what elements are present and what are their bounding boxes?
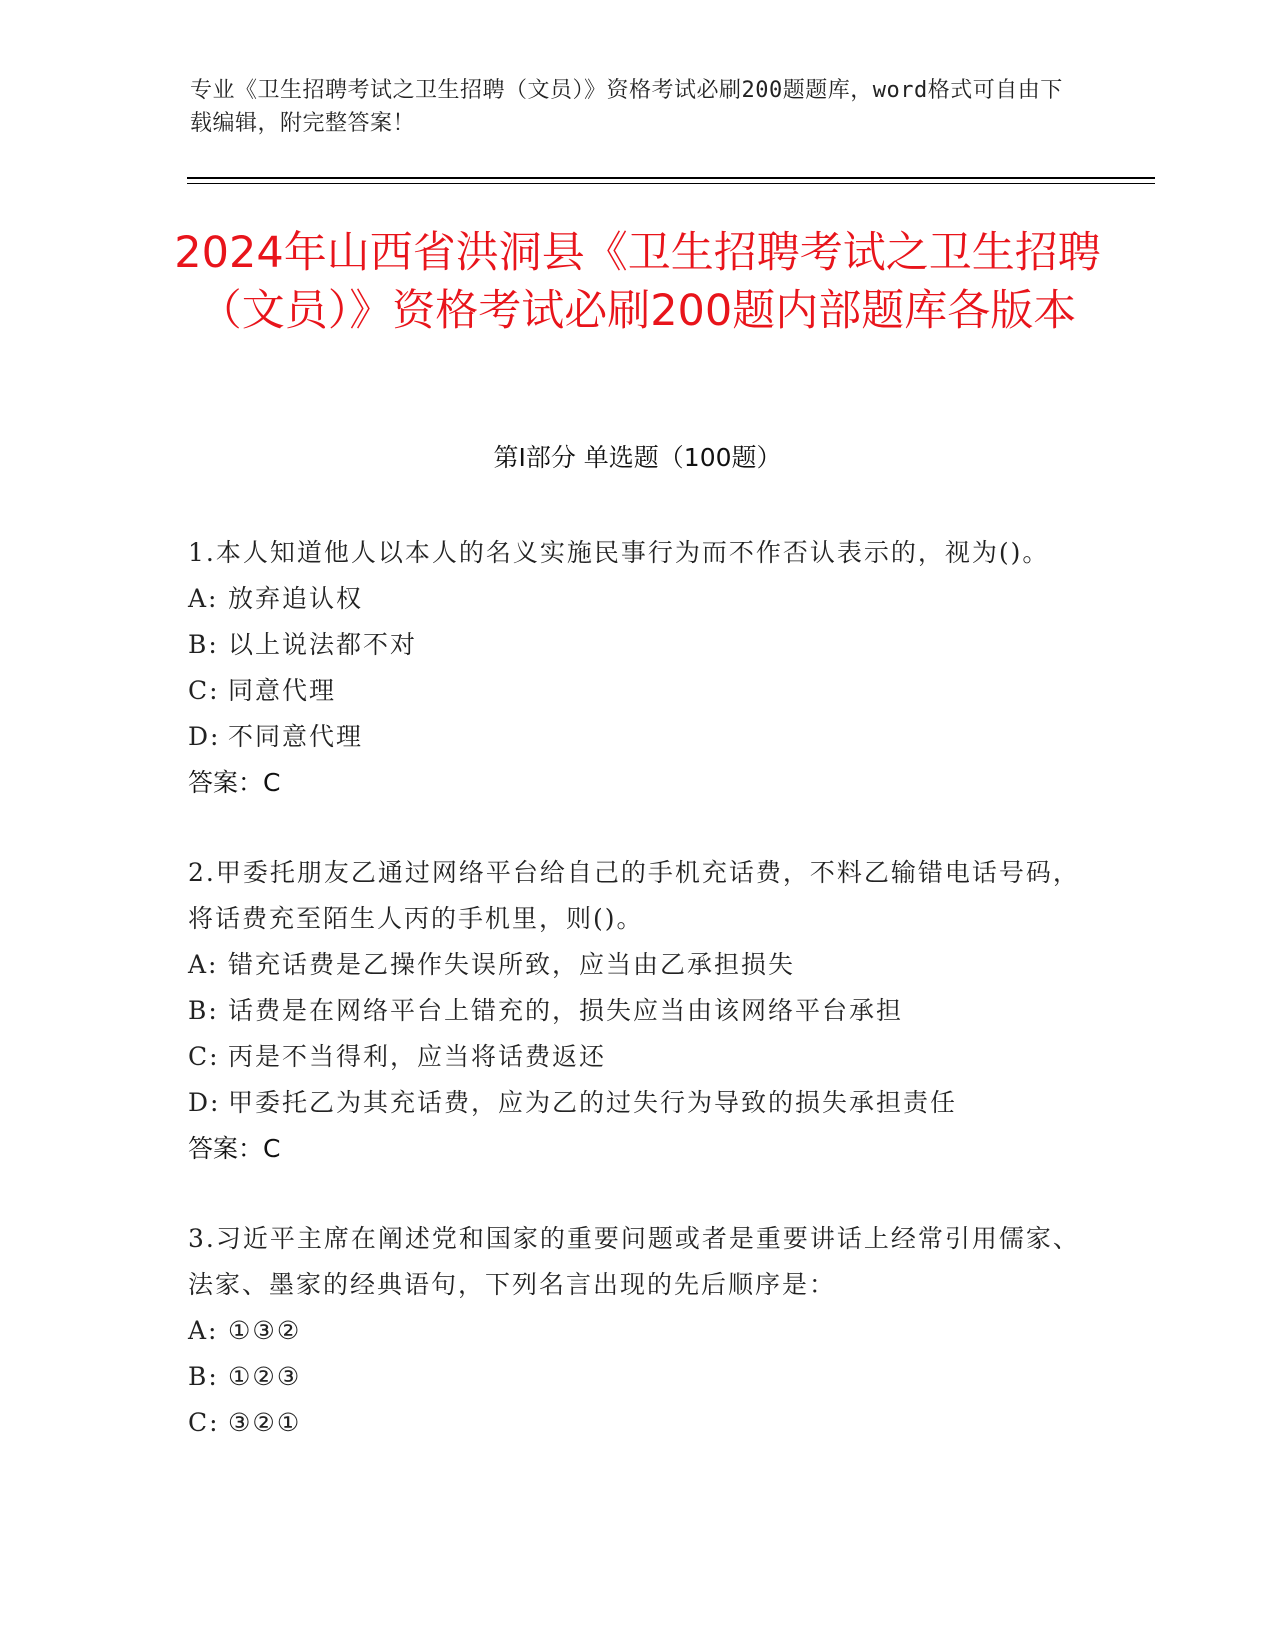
question-1 — [188, 530, 1088, 806]
option-a — [188, 576, 1088, 622]
option-text: ①②③ — [228, 1362, 302, 1391]
option-text: 以上说法都不对 — [228, 630, 418, 659]
option-text: 错充话费是乙操作失误所致，应当由乙承担损失 — [228, 950, 796, 979]
option-c — [188, 1034, 1088, 1080]
header-divider-thick — [187, 177, 1155, 179]
option-d — [188, 714, 1088, 760]
option-text: ③②① — [228, 1408, 302, 1437]
header-note: 专业《卫生招聘考试之卫生招聘（文员）》资格考试必刷200题题库，word格式可自由下载编辑，附完整答案！ — [190, 78, 1063, 136]
option-a — [188, 1308, 1088, 1354]
option-c — [188, 1400, 1088, 1446]
option-key: C: — [188, 1042, 220, 1071]
option-b — [188, 988, 1088, 1034]
option-text: 甲委托乙为其充话费，应为乙的过失行为导致的损失承担责任 — [228, 1088, 958, 1117]
option-key: D: — [188, 722, 221, 751]
option-key: C: — [188, 1408, 220, 1437]
option-a — [188, 942, 1088, 988]
question-list — [188, 530, 1088, 1490]
option-text: 不同意代理 — [228, 722, 364, 751]
answer-line: 答案：C — [188, 768, 281, 797]
option-key: A: — [188, 1316, 219, 1345]
document-title: 2024年山西省洪洞县《卫生招聘考试之卫生招聘（文员）》资格考试必刷200题内部题库各版本 — [174, 228, 1101, 336]
option-text: ①③② — [228, 1316, 302, 1345]
header-divider-thin — [187, 183, 1155, 184]
option-key: C: — [188, 676, 220, 705]
question-stem: 1.本人知道他人以本人的名义实施民事行为而不作否认表示的，视为()。 — [188, 538, 1050, 567]
option-text: 丙是不当得利，应当将话费返还 — [228, 1042, 607, 1071]
question-stem: 2.甲委托朋友乙通过网络平台给自己的手机充话费，不料乙输错电话号码，将话费充至陌生人丙的手机里，则()。 — [188, 858, 1080, 933]
option-key: B: — [188, 1362, 219, 1391]
option-text: 放弃追认权 — [228, 584, 364, 613]
option-key: B: — [188, 996, 219, 1025]
answer-line: 答案：C — [188, 1134, 281, 1163]
question-stem: 3.习近平主席在阐述党和国家的重要问题或者是重要讲话上经常引用儒家、法家、墨家的经典语句，下列名言出现的先后顺序是： — [188, 1224, 1080, 1299]
question-3 — [188, 1216, 1088, 1446]
option-text: 同意代理 — [228, 676, 337, 705]
option-key: B: — [188, 630, 219, 659]
option-b — [188, 622, 1088, 668]
section-title: 第I部分 单选题（100题） — [493, 443, 782, 472]
option-key: A: — [188, 584, 219, 613]
question-2 — [188, 850, 1088, 1172]
option-key: D: — [188, 1088, 221, 1117]
option-text: 话费是在网络平台上错充的，损失应当由该网络平台承担 — [228, 996, 904, 1025]
option-d — [188, 1080, 1088, 1126]
option-key: A: — [188, 950, 219, 979]
option-b — [188, 1354, 1088, 1400]
option-c — [188, 668, 1088, 714]
